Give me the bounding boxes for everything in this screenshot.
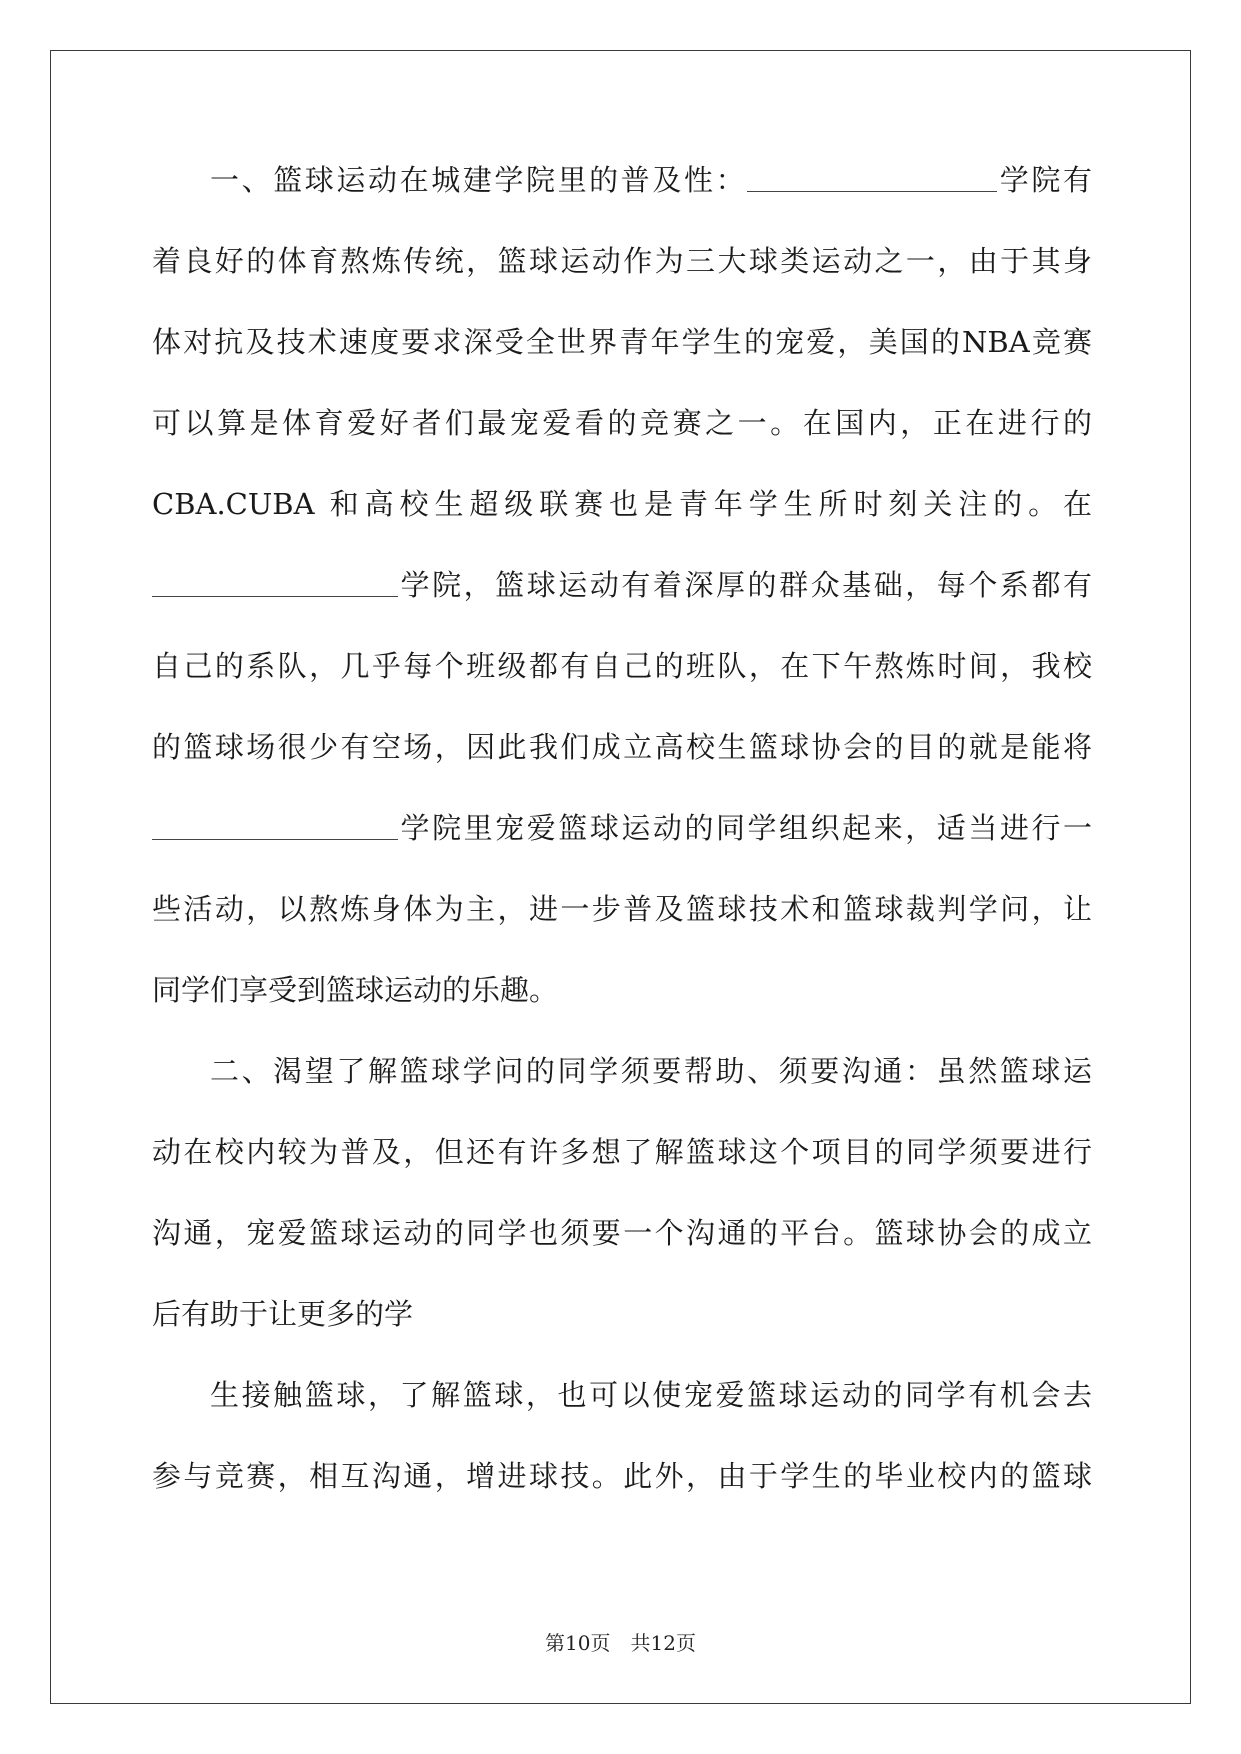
page-footer [0, 1627, 1241, 1656]
paragraph-2-line-3: 沟通，宠爱篮球运动的同学也须要一个沟通的平台。篮球协会的成立 [152, 1216, 1092, 1250]
paragraph-1-line-10: 些活动，以熬炼身体为主，进一步普及篮球技术和篮球裁判学问，让 [152, 892, 1092, 926]
paragraph-2-line-4: 后有助于让更多的学 [152, 1297, 414, 1331]
paragraph-1-line-1 [152, 162, 1092, 243]
text-span: 学院有 [997, 163, 1092, 197]
paragraph-1-line-11: 同学们享受到篮球运动的乐趣。 [152, 973, 559, 1007]
page-number-total: 共12页 [630, 1631, 696, 1655]
paragraph-1-line-8: 的篮球场很少有空场，因此我们成立高校生篮球协会的目的就是能将 [152, 730, 1092, 764]
paragraph-1-line-3: 体对抗及技术速度要求深受全世界青年学生的宠爱，美国的NBA竞赛 [152, 325, 1092, 359]
paragraph-2-line-1: 二、渴望了解篮球学问的同学须要帮助、须要沟通：虽然篮球运 [210, 1054, 1092, 1088]
paragraph-2-line-2: 动在校内较为普及，但还有许多想了解篮球这个项目的同学须要进行 [152, 1135, 1092, 1169]
fill-in-blank [152, 811, 398, 840]
fill-in-blank [152, 568, 398, 597]
text-span: 一、篮球运动在城建学院里的普及性： [210, 163, 748, 197]
paragraph-1-line-6 [152, 567, 1092, 648]
paragraph-3-line-1: 生接触篮球，了解篮球，也可以使宠爱篮球运动的同学有机会去 [210, 1378, 1092, 1412]
document-body [152, 162, 1092, 1539]
fill-in-blank [747, 163, 997, 192]
paragraph-1-line-9 [152, 810, 1092, 891]
paragraph-1-line-5: CBA.CUBA 和高校生超级联赛也是青年学生所时刻关注的。在 [152, 487, 1092, 521]
text-span: 学院，篮球运动有着深厚的群众基础，每个系都有 [398, 568, 1092, 602]
paragraph-1-line-2: 着良好的体育熬炼传统，篮球运动作为三大球类运动之一，由于其身 [152, 244, 1092, 278]
paragraph-1-line-4: 可以算是体育爱好者们最宠爱看的竞赛之一。在国内，正在进行的 [152, 406, 1092, 440]
text-span: 学院里宠爱篮球运动的同学组织起来，适当进行一 [398, 811, 1092, 845]
page-number-current: 第10页 [545, 1631, 611, 1655]
paragraph-1-line-7: 自己的系队，几乎每个班级都有自己的班队，在下午熬炼时间，我校 [152, 649, 1092, 683]
paragraph-3-line-2: 参与竞赛，相互沟通，增进球技。此外，由于学生的毕业校内的篮球 [152, 1459, 1092, 1493]
